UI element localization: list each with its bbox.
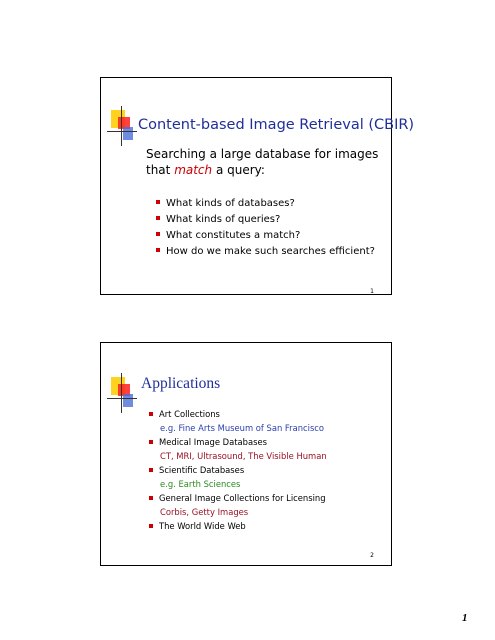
list-item (149, 435, 327, 463)
bullet-text: Art Collections (159, 409, 220, 419)
bullet-text: The World Wide Web (159, 521, 246, 531)
slide-2-page-number: 2 (370, 552, 374, 559)
bullet-icon (149, 440, 153, 444)
bullet-text: What kinds of queries? (166, 214, 281, 225)
slide-1-title: Content-based Image Retrieval (CBIR) (138, 117, 415, 133)
bullet-icon (149, 412, 153, 416)
list-item (149, 491, 327, 519)
bullet-text: Scientific Databases (159, 465, 245, 475)
slide-1-bullet-list (156, 196, 375, 260)
slide-2 (100, 342, 392, 566)
bullet-text: General Image Collections for Licensing (159, 493, 326, 503)
bullet-icon (149, 496, 153, 500)
list-item (149, 519, 327, 533)
list-item (156, 212, 375, 228)
bullet-text: What kinds of databases? (166, 198, 295, 209)
intro-line-1: Searching a large database for images (146, 147, 379, 161)
list-item (149, 463, 327, 491)
sub-item: CT, MRI, Ultrasound, The Visible Human (160, 451, 327, 461)
list-item (156, 196, 375, 212)
list-item (156, 228, 375, 244)
slide-2-title: Applications (141, 375, 221, 392)
bullet-icon (156, 248, 160, 252)
list-item (149, 407, 327, 435)
bullet-text: Medical Image Databases (159, 437, 267, 447)
sub-item: e.g. Earth Sciences (160, 479, 241, 489)
slide-1-intro (146, 146, 386, 178)
intro-emphasis: match (174, 163, 213, 177)
title-decoration-icon (107, 373, 137, 413)
slide-1-page-number: 1 (370, 288, 374, 295)
slide-2-bullet-list (149, 407, 327, 533)
sub-item: e.g. Fine Arts Museum of San Francisco (160, 423, 325, 433)
bullet-icon (149, 524, 153, 528)
title-decoration-icon (107, 106, 137, 146)
bullet-text: What constitutes a match? (166, 230, 301, 241)
bullet-icon (156, 216, 160, 220)
slide-1 (100, 77, 415, 295)
bullet-icon (156, 232, 160, 236)
bullet-icon (149, 468, 153, 472)
document-page-number: 1 (462, 612, 468, 624)
list-item (156, 244, 375, 260)
bullet-icon (156, 200, 160, 204)
bullet-text: How do we make such searches efficient? (166, 246, 375, 257)
intro-that: that (146, 163, 175, 177)
intro-rest: a query: (212, 163, 265, 177)
sub-item: Corbis, Getty Images (160, 507, 249, 517)
